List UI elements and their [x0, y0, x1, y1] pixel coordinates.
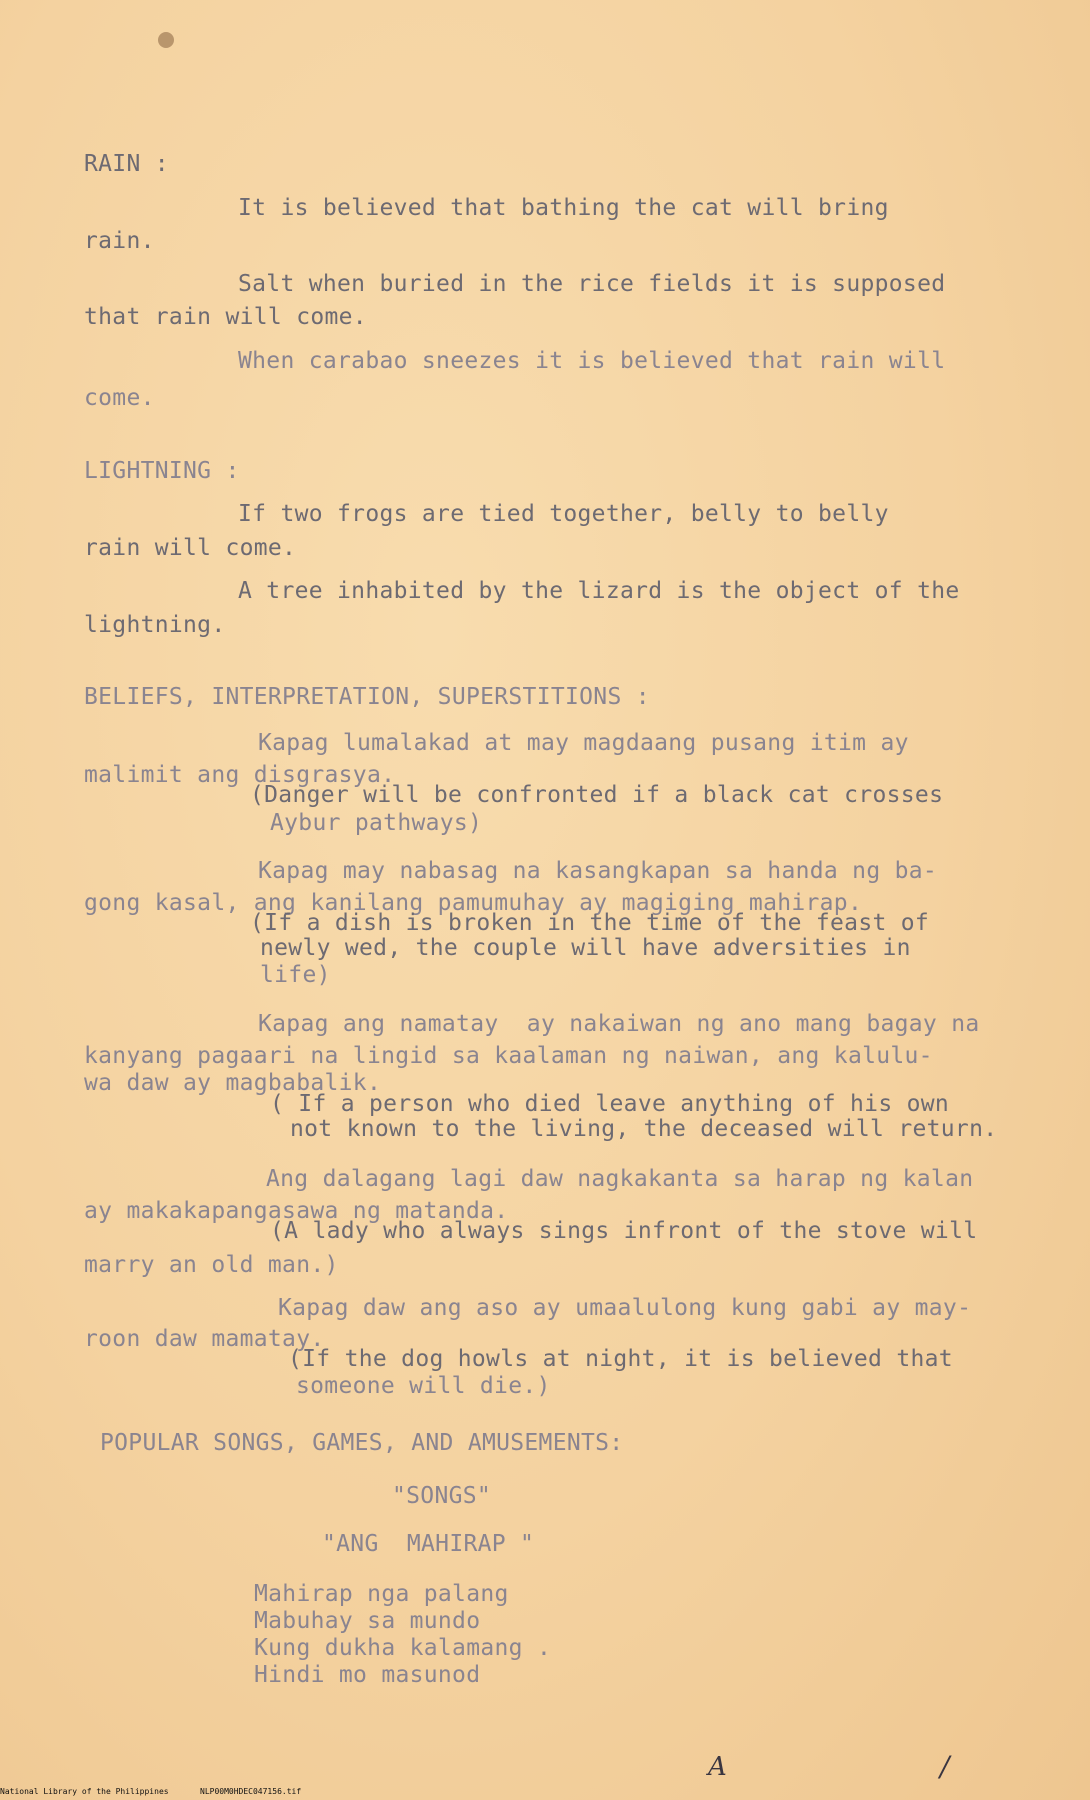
text-line: (A lady who always sings infront of the stove will	[270, 1218, 978, 1244]
song-title: "ANG MAHIRAP "	[322, 1531, 535, 1557]
handwritten-mark: A	[708, 1752, 727, 1782]
text-line: (If the dog howls at night, it is believed that	[288, 1346, 953, 1372]
text-line: ay makakapangasawa ng matanda.	[84, 1198, 509, 1224]
text-line: (If a dish is broken in the time of the feast of	[250, 910, 930, 936]
footer-filename: NLP00M0HDEC047156.tif	[200, 1787, 302, 1796]
text-line: not known to the living, the deceased will return.	[290, 1116, 998, 1142]
text-line: Ang dalagang lagi daw nagkakanta sa harap ng kalan	[266, 1166, 974, 1192]
footer-source: National Library of the Philippines	[0, 1787, 169, 1796]
text-line: roon daw mamatay.	[84, 1326, 325, 1352]
text-line: A tree inhabited by the lizard is the object of the	[238, 578, 960, 604]
text-line: It is believed that bathing the cat will bring	[238, 195, 889, 221]
text-line: kanyang pagaari na lingid sa kaalaman ng naiwan, ang kalulu-	[84, 1043, 933, 1069]
text-line: come.	[84, 385, 155, 411]
text-line: life)	[260, 962, 331, 988]
text-line: rain will come.	[84, 535, 297, 561]
lightning-heading: LIGHTNING :	[84, 458, 240, 484]
text-line: When carabao sneezes it is believed that rain will	[238, 348, 946, 374]
text-line: Kapag may nabasag na kasangkapan sa handa ng ba-	[258, 858, 938, 884]
text-line: ( If a person who died leave anything of his own	[270, 1091, 950, 1117]
songs-subheading: "SONGS"	[392, 1483, 492, 1509]
rain-heading: RAIN :	[84, 151, 169, 177]
lyric-line: Mahirap nga palang	[254, 1581, 509, 1607]
text-line: gong kasal, ang kanilang pamumuhay ay magiging mahirap.	[84, 890, 863, 916]
text-line: lightning.	[84, 612, 226, 638]
text-line: someone will die.)	[296, 1373, 551, 1399]
lyric-line: Mabuhay sa mundo	[254, 1608, 481, 1634]
beliefs-heading: BELIEFS, INTERPRETATION, SUPERSTITIONS :	[84, 684, 650, 710]
text-line: rain.	[84, 228, 155, 254]
text-line: Kapag lumalakad at may magdaang pusang itim ay	[258, 730, 909, 756]
text-line: Kapag ang namatay ay nakaiwan ng ano mang bagay na	[258, 1011, 980, 1037]
ink-spot	[158, 32, 174, 48]
lyric-line: Hindi mo masunod	[254, 1662, 481, 1688]
text-line: Salt when buried in the rice fields it is supposed	[238, 271, 946, 297]
text-line: newly wed, the couple will have adversities in	[260, 935, 911, 961]
lyric-line: Kung dukha kalamang .	[254, 1635, 552, 1661]
songs-heading: POPULAR SONGS, GAMES, AND AMUSEMENTS:	[100, 1430, 624, 1456]
text-line: Aybur pathways)	[270, 810, 483, 836]
text-line: (Danger will be confronted if a black cat crosses	[250, 782, 944, 808]
handwritten-mark: /	[940, 1750, 950, 1783]
text-line: malimit ang disgrasya.	[84, 762, 396, 788]
text-line: If two frogs are tied together, belly to belly	[238, 501, 889, 527]
text-line: Kapag daw ang aso ay umaalulong kung gabi ay may-	[278, 1295, 972, 1321]
text-line: marry an old man.)	[84, 1252, 339, 1278]
text-line: wa daw ay magbabalik.	[84, 1070, 382, 1096]
text-line: that rain will come.	[84, 304, 367, 330]
